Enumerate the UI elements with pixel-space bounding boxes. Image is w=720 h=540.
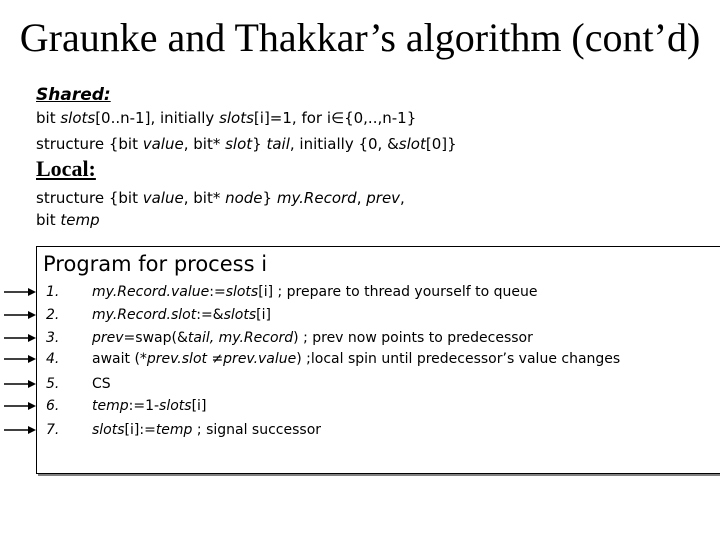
text: , [400,189,405,207]
step-code [92,350,620,368]
text: structure {bit [36,189,143,207]
text: slots [60,109,96,127]
text: [0..n-1], initially [95,109,220,127]
step-number: 7. [46,422,60,438]
code-fragment: slots [159,398,192,414]
text: tail [266,135,290,153]
text: node [225,189,263,207]
code-fragment: prev.slot ≠prev.value [146,351,297,367]
text: slot [225,135,253,153]
text: , bit* [183,135,226,153]
step-number: 4. [46,351,60,367]
text: slot [398,135,426,153]
code-fragment: :=& [196,307,224,323]
arrow-icon [4,425,36,435]
step-code [92,283,537,301]
text: prev [366,189,401,207]
text: bit [36,109,61,127]
shared-line-1 [36,108,416,128]
code-fragment: :=1- [128,398,160,414]
local-line-1 [36,188,405,208]
step-number: 6. [46,398,60,414]
code-fragment: =swap(& [123,330,188,346]
code-fragment: slots [92,422,125,438]
code-fragment: := [209,284,226,300]
code-fragment: ) ; prev now points to predecessor [293,330,533,346]
text: value [142,189,184,207]
step-number: 1. [46,284,60,300]
arrow-icon [4,354,36,364]
shared-label: Shared: [36,85,111,105]
arrow-icon [4,379,36,389]
arrow-icon [4,310,36,320]
code-fragment: await (* [92,351,147,367]
program-title: Program for process i [43,252,268,276]
code-fragment: [i]:= [124,422,156,438]
text: my.Record [276,189,357,207]
text: value [142,135,184,153]
code-fragment: slots [225,284,259,300]
code-fragment: [i] [191,398,207,414]
text: [i]=1, for i∈{0,..,n-1} [253,109,417,127]
code-fragment: CS [92,376,111,392]
text: , initially {0, & [289,135,399,153]
step-number: 2. [46,307,60,323]
text: , bit* [183,189,226,207]
code-fragment: my.Record.value [92,284,210,300]
local-label: Local: [36,156,96,181]
code-fragment: tail, my.Record [187,330,294,346]
step-code [92,329,533,347]
text: structure {bit [36,135,143,153]
code-fragment: ; signal successor [192,422,322,438]
slide-title: Graunke and Thakkar’s algorithm (cont’d) [19,15,701,60]
code-fragment: ) ;local spin until predecessor’s value changes [296,351,621,367]
code-fragment: temp [155,422,193,438]
step-number: 3. [46,330,60,346]
code-fragment: prev [92,330,124,346]
text: bit [36,211,61,229]
step-number: 5. [46,376,60,392]
text: , [356,189,367,207]
text: slots [219,109,254,127]
step-code [92,306,271,324]
step-code [92,397,206,415]
text: } [262,189,277,207]
step-code [92,375,111,393]
shared-line-2 [36,134,457,154]
text: } [252,135,267,153]
local-line-2 [36,210,100,230]
code-fragment: [i] ; prepare to thread yourself to queue [258,284,538,300]
arrow-icon [4,287,36,297]
code-fragment: [i] [256,307,271,323]
step-code [92,421,321,439]
text: [0]} [425,135,457,153]
code-fragment: temp [92,398,129,414]
arrow-icon [4,333,36,343]
code-fragment: slots [223,307,257,323]
arrow-icon [4,401,36,411]
text: temp [60,211,100,229]
code-fragment: my.Record.slot [92,307,197,323]
